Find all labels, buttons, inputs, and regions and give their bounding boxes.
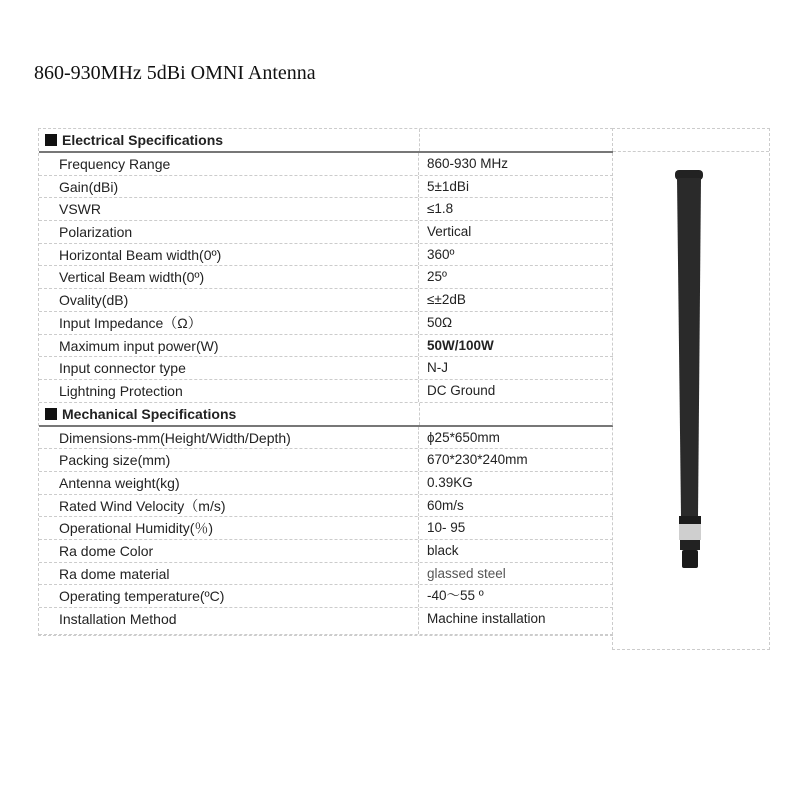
spec-label: Lightning Protection	[39, 380, 419, 402]
spec-value: -40～55 º	[427, 588, 484, 604]
page-title: 860-930MHz 5dBi OMNI Antenna	[34, 62, 316, 84]
table-row	[39, 608, 613, 635]
spec-value: Vertical	[427, 224, 472, 240]
spec-value: 25º	[427, 269, 447, 285]
table-row	[39, 495, 613, 518]
spec-value: 50Ω	[427, 314, 453, 330]
spec-label: Operational Humidity(％)	[39, 517, 419, 539]
spec-label: Maximum input power(W)	[39, 335, 419, 357]
spec-label: Frequency Range	[39, 153, 419, 175]
spec-label: VSWR	[39, 198, 419, 220]
table-row	[39, 312, 613, 335]
table-row	[39, 427, 613, 450]
spec-label: Ra dome Color	[39, 540, 419, 562]
table-row	[39, 357, 613, 380]
table-row	[39, 585, 613, 608]
square-bullet-icon	[45, 408, 57, 420]
table-row	[39, 472, 613, 495]
heading-text: Electrical Specifications	[62, 132, 224, 148]
spec-label: Horizontal Beam width(0º)	[39, 244, 419, 266]
table-row	[39, 335, 613, 358]
heading-text: Mechanical Specifications	[62, 405, 237, 422]
spec-value: 60m/s	[427, 497, 464, 513]
antenna-image	[613, 152, 769, 650]
spec-label: Gain(dBi)	[39, 176, 419, 198]
spec-value: ϕ25*650mm	[427, 429, 500, 445]
table-row	[39, 221, 613, 244]
spec-label: Ra dome material	[39, 563, 419, 585]
table-row	[39, 153, 613, 176]
spec-label: Ovality(dB)	[39, 289, 419, 311]
table-row	[39, 289, 613, 312]
table-row	[39, 517, 613, 540]
spec-value: Machine installation	[427, 611, 546, 627]
table-row	[39, 176, 613, 199]
spec-value: ≤±2dB	[427, 292, 466, 308]
spec-label: Input Impedance（Ω）	[39, 312, 419, 334]
spec-value: glassed steel	[427, 565, 506, 581]
spec-label: Vertical Beam width(0º)	[39, 266, 419, 288]
spec-label: Antenna weight(kg)	[39, 472, 419, 494]
table-row	[39, 198, 613, 221]
antenna-image-panel	[612, 128, 770, 650]
spec-value: 5±1dBi	[427, 178, 469, 194]
spec-label: Dimensions-mm(Height/Width/Depth)	[39, 427, 419, 449]
table-row	[39, 244, 613, 267]
spec-value: 0.39KG	[427, 474, 473, 490]
table-row	[39, 540, 613, 563]
spec-label: Polarization	[39, 221, 419, 243]
spec-label: Rated Wind Velocity（m/s)	[39, 495, 419, 517]
spec-value: 360º	[427, 246, 455, 262]
table-row	[39, 266, 613, 289]
spec-value: 10- 95	[427, 520, 466, 536]
spec-value: DC Ground	[427, 382, 496, 398]
mechanical-heading	[39, 403, 613, 427]
spec-value: 50W/100W	[427, 337, 494, 353]
spec-value: black	[427, 543, 459, 558]
spec-value: ≤1.8	[427, 201, 454, 217]
spec-label: Packing size(mm)	[39, 449, 419, 471]
spec-value: 860-930 MHz	[427, 156, 509, 171]
spec-label: Operating temperature(ºC)	[39, 585, 419, 607]
spec-value: N-J	[427, 360, 448, 376]
square-bullet-icon	[45, 134, 57, 146]
spec-label: Installation Method	[39, 608, 419, 634]
table-row	[39, 380, 613, 403]
spec-table	[38, 128, 613, 636]
table-row	[39, 449, 613, 472]
electrical-heading	[39, 129, 613, 153]
table-row	[39, 563, 613, 586]
spec-label: Input connector type	[39, 357, 419, 379]
spec-value: 670*230*240mm	[427, 452, 528, 468]
